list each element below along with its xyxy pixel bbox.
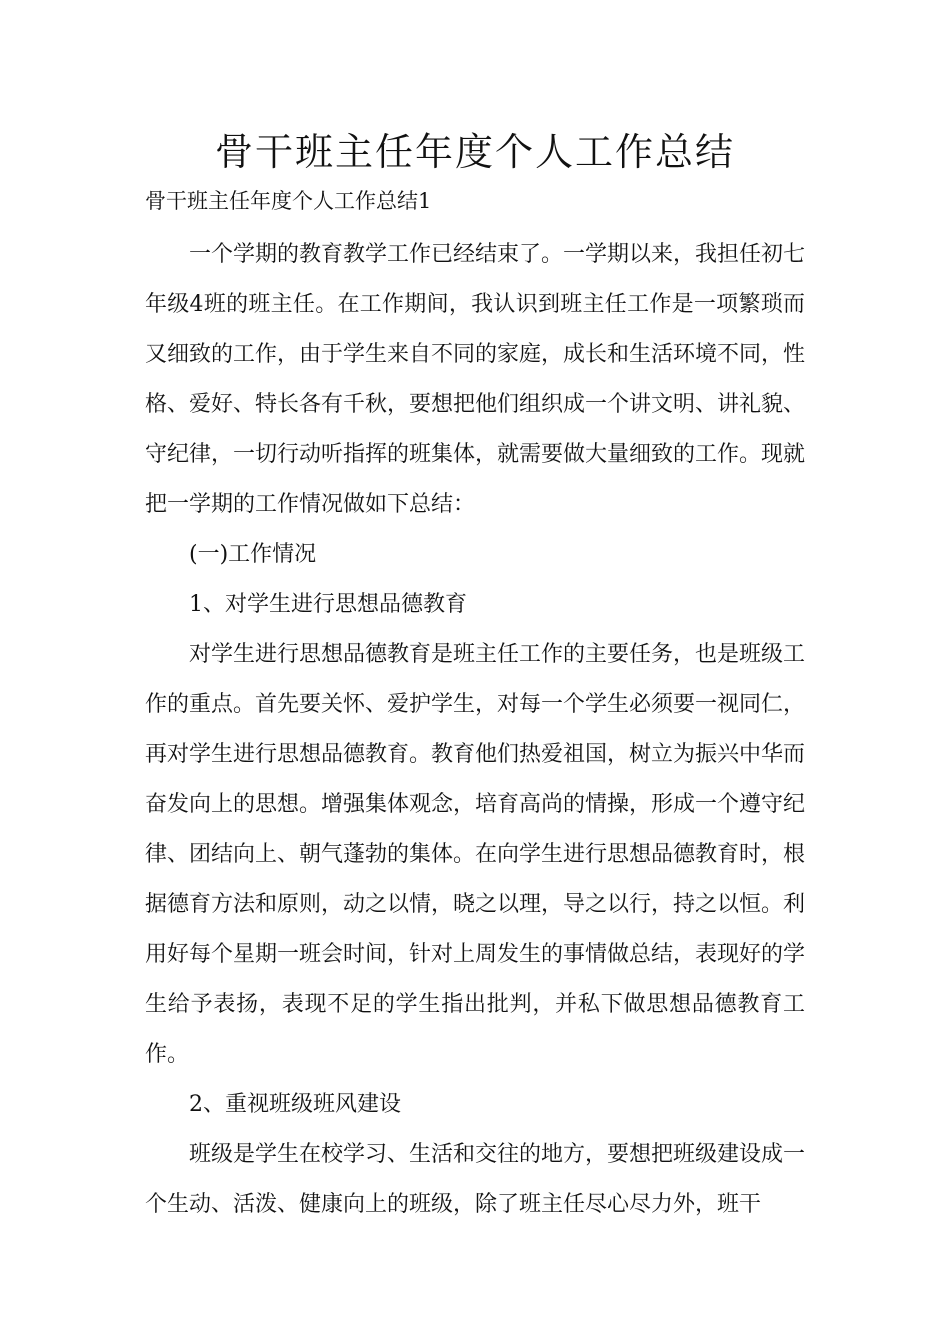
subsection-heading: 1、对学生进行思想品德教育 [189,592,467,617]
paragraph: 一个学期的教育教学工作已经结束了。一学期以来，我担任初七年级4班的班主任。在工作期间，我认识到班主任工作是一项繁琐而又细致的工作，由于学生来自不同的家庭，成长和生活环境不同，性格、爱好、特长各有千秋，要想把他们组织成一个讲文明、讲礼貌、守纪律，一切行动听指挥的班集体，就需要做大量细致的工作。现就把一学期的工作情况做如下总结： [145,242,806,517]
subsection-heading: 2、重视班级班风建设 [189,1092,401,1117]
document-body [145,230,805,1230]
document-subtitle: 骨干班主任年度个人工作总结1 [145,189,432,213]
paragraph: 对学生进行思想品德教育是班主任工作的主要任务，也是班级工作的重点。首先要关怀、爱护学生，对每一个学生必须要一视同仁，再对学生进行思想品德教育。教育他们热爱祖国，树立为振兴中华而奋发向上的思想。增强集体观念，培育高尚的情操，形成一个遵守纪律、团结向上、朝气蓬勃的集体。在向学生进行思想品德教育时，根据德育方法和原则，动之以情，晓之以理，导之以行，持之以恒。利用好每个星期一班会时间，针对上周发生的事情做总结，表现好的学生给予表扬，表现不足的学生指出批判，并私下做思想品德教育工作。 [145,642,806,1067]
paragraph: 班级是学生在校学习、生活和交往的地方，要想把班级建设成一个生动、活泼、健康向上的班级，除了班主任尽心尽力外，班干 [145,1142,806,1217]
section-heading: (一)工作情况 [189,542,317,567]
document-title: 骨干班主任年度个人工作总结 [214,130,735,174]
